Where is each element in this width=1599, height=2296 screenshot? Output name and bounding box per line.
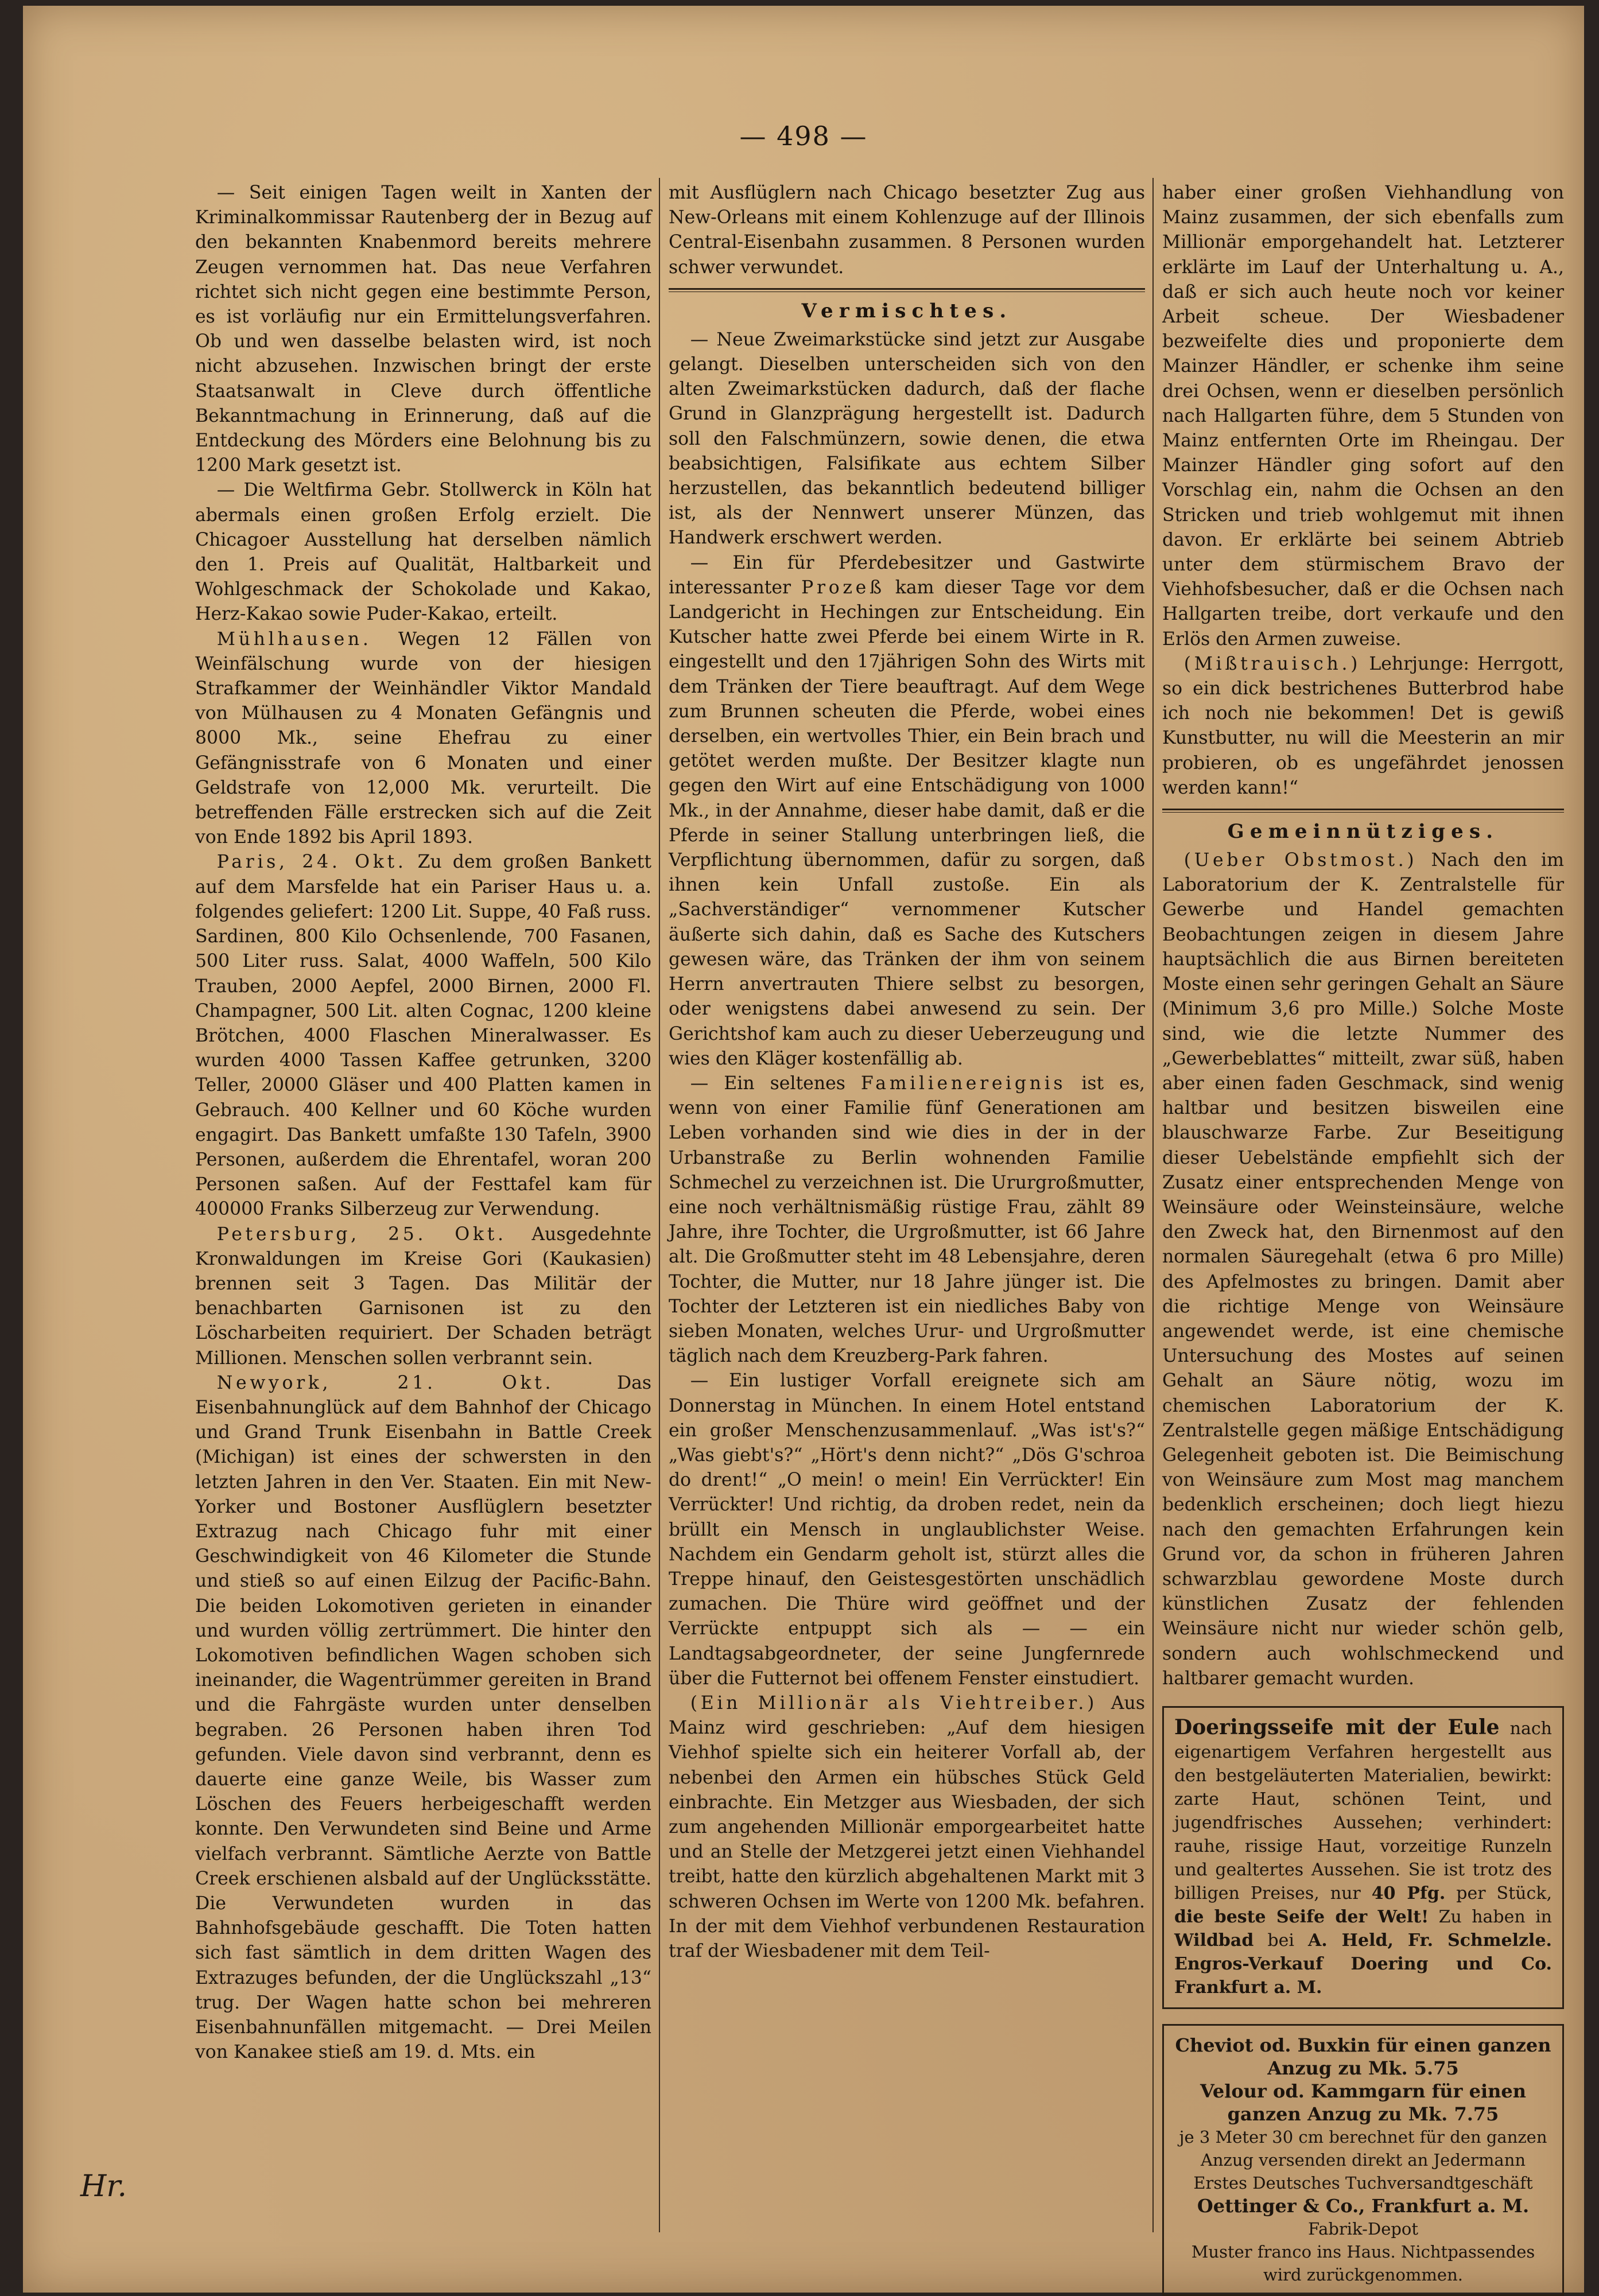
section-rule	[669, 288, 1145, 292]
newspaper-page	[23, 6, 1584, 2293]
advertisement-oettinger: Cheviot od. Buxkin für einen ganzen Anzug zu Mk. 5.75 Velour od. Kammgarn für einen ganzen Anzug zu Mk. 7.75 je 3 Meter 30 cm berechnet für den ganzen Anzug versenden direkt an Jedermann Erstes Deutsches Tuchversandtgeschäft Oettinger & Co., Frankfurt a. M. Fabrik-Depot Muster franco ins Haus. Nichtpassendes wird zurückgenommen.	[1162, 2024, 1564, 2296]
article-xanten: — Seit einigen Tagen weilt in Xanten der Kriminalkommissar Rautenberg der in Bezug auf den bekannten Knabenmord bereits mehrere Zeugen vernommen hat. Das neue Verfahren richtet sich nicht gegen eine bestimmte Person, es ist vorläufig nur ein Ermittelungsverfahren. Ob und wen dasselbe belasten wird, ist noch nicht abzusehen. Inzwischen bringt der erste Staatsanwalt in Cleve durch öffentliche Bekanntmachung in Erinnerung, daß auf die Entdeckung des Mörders eine Belohnung bis zu 1200 Mark gesetzt ist.	[195, 182, 651, 476]
advertisement-doeringsseife: Doeringsseife mit der Eule nach eigenartigem Verfahren hergestellt aus den bestgeläuterten Materialien, bewirkt: zarte Haut, schönen Teint, und jugendfrisches Aussehen; verhindert: rauhe, rissige Haut, vorzeitige Runzeln und gealtertes Aussehen. Sie ist trotz des billigen Preises, nur 40 Pfg. per Stück, die beste Seife der Welt! Zu haben in Wildbad bei A. Held, Fr. Schmelzle. Engros-Verkauf Doering und Co. Frankfurt a. M.	[1162, 1706, 1564, 2009]
article-text: Das Eisenbahnunglück auf dem Bahnhof der Chicago und Grand Trunk Eisenbahn in Battle Creek (Michigan) ist eines der schwersten in den letzten Jahren in den Ver. Staaten. Ein mit New-Yorker und Bostoner Ausflüglern besetzter Extrazug nach Chicago fuhr mit einer Geschwindigkeit von 46 Kilometer die Stunde und stieß so auf einen Eilzug der Pacific-Bahn. Die beiden Lokomotiven gerieten in einander und wurden völlig zertrümmert. Die hinter den Lokomotiven befindlichen Wagen schoben sich ineinander, die Wagentrümmer gereiten in Brand und die Fahrgäste wurden unter denselben begraben. 26 Personen haben ihren Tod gefunden. Viele davon sind verbrannt, denn es dauerte eine ganze Weile, bis Wasser zum Löschen des Feuers herbeigeschafft werden konnte. Den Verwundeten sind Beine und Arme vielfach verbrannt. Sämtliche Aerzte von Battle Creek erschienen alsbald auf der Unglücksstätte. Die Verwundeten wurden in das Bahnhofsgebäude geschafft. Die Toten hatten sich fast sämtlich in dem dritten Wagen des Extrazuges befunden, der die Unglückszahl „13“ trug. Der Wagen hatte schon bei mehreren Eisenbahnunfällen mitgemacht. — Drei Meilen von Kanakee stieß am 19. d. Mts. ein	[195, 1372, 652, 2063]
article-misstrauisch: (Mißtrauisch.) Lehrjunge: Herrgott, so ein dick bestrichenes Butterbrod habe ich noch nie bekommen! Det is gewiß Kunstbutter, nu will die Meesterin an mir probieren, ob es ungefährdet jenossen werden kann!“	[1162, 653, 1564, 798]
column-divider	[659, 178, 660, 2232]
dateline: Mühlhausen.	[216, 628, 372, 650]
page-number: — 498 —	[739, 121, 868, 151]
article-continued: haber einer großen Viehhandlung von Mainz zusammen, der sich ebenfalls zum Millionär emporgehandelt hat. Letzterer erklärte im Lauf der Unterhaltung u. A., daß er sich auch heute noch vor keiner Arbeit scheue. Der Wiesbadener bezweifelte dies und proponierte dem Mainzer Händler, er schenke ihm seine drei Ochsen, wenn er dieselben persönlich nach Hallgarten führe, dem 5 Stunden von Mainz entfernten Orte im Rheingau. Der Mainzer Händler ging sofort auf den Vorschlag ein, nahm die Ochsen an den Stricken und trieb wohlgemut mit ihnen davon. Er erklärte bei seinem Abtrieb unter dem stürmischem Bravo der Viehhofsbesucher, daß er die Ochsen nach Hallgarten treibe, dort verkaufe und den Erlös den Armen zuweise.	[1162, 182, 1564, 650]
article-text: Wegen 12 Fällen von Weinfälschung wurde von der hiesigen Strafkammer der Weinhändler Viktor Mandald von Mülhausen zu 4 Monaten Gefängnis und 8000 Mk., seine Ehefrau zu einer Gefängnisstrafe von 6 Monaten und einer Geldstrafe von 12,000 Mk. verurteilt. Die betreffenden Fälle erstrecken sich auf die Zeit von Ende 1892 bis April 1893.	[195, 628, 652, 848]
column-divider	[1152, 178, 1154, 2232]
dateline: Newyork, 21. Okt.	[216, 1372, 554, 1393]
section-heading-vermischtes: Vermischtes.	[801, 299, 1012, 323]
article-familienereignis: — Ein seltenes Familienereignis ist es, wenn von einer Familie fünf Generationen am Leben vorhanden sind wie dies in der in der Urbanstraße zu Berlin wohnenden Familie Schmechel zu verzeichnen ist. Die Ururgroßmutter, eine noch verhältnismäßig rüstige Frau, zählt 89 Jahre, ihre Tochter, die Urgroßmutter, ist 66 Jahre alt. Die Großmutter steht im 48 Lebensjahre, deren Tochter, die Mutter, nur 18 Jahre jünger ist. Die Tochter der Letzteren ist ein niedliches Baby von sieben Monaten, welches Urur- und Urgroßmutter täglich nach dem Kreuzberg-Park fahren.	[669, 1073, 1145, 1367]
article-obstmost: (Ueber Obstmost.) Nach den im Laboratorium der K. Zentralstelle für Gewerbe und Handel gemachten Beobachtungen zeigen in diesem Jahre hauptsächlich die aus Birnen bereiteten Moste einen sehr geringen Gehalt an Säure (Minimum 3,6 pro Mille.) Solche Moste sind, wie die letzte Nummer des „Gewerbeblattes“ mitteilt, zwar süß, haben aber einen faden Geschmack, sind wenig haltbar und besitzen bisweilen eine blauschwarze Farbe. Zur Beseitigung dieser Uebelstände empfiehlt sich der Zusatz einer entsprechenden Menge von Weinsäure oder Weinsteinsäure, welche den Zweck hat, den Birnenmost auf den normalen Säuregehalt (etwa 6 pro Mille) des Apfelmostes zu bringen. Damit aber die richtige Menge von Weinsäure angewendet werde, ist eine chemische Untersuchung des Mostes auf seinen Gehalt an Säure nötig, wozu im chemischen Laboratorium der K. Zentralstelle gegen mäßige Entschädigung Gelegenheit geboten ist. Die Beimischung von Weinsäure zum Most mag manchem bedenklich erscheinen; doch liegt hiezu nach den gemachten Erfahrungen kein Grund vor, da schon in früheren Jahren schwarzblau gewordene Moste durch künstlichen Zusatz der fehlenden Weinsäure nicht nur wieder schön gelb, sondern auch wohlschmeckend und haltbarer gemacht wurden.	[1162, 850, 1564, 1689]
ad-claim: die beste Seife der Welt!	[1174, 1906, 1429, 1927]
article-text: Zu dem großen Bankett auf dem Marsfelde hat ein Pariser Haus u. a. folgendes geliefert: 1200 Lit. Suppe, 40 Faß russ. Sardinen, 800 Kilo Ochsenlende, 700 Fasanen, 500 Liter russ. Salat, 4000 Waffeln, 500 Kilo Trauben, 2000 Aepfel, 2000 Birnen, 2000 Fl. Champagner, 500 Lit. alten Cognac, 1200 kleine Brötchen, 4000 Flaschen Mineralwasser. Es wurden 4000 Tassen Kaffee getrunken, 3200 Teller, 20000 Gläser und 400 Platten kamen in Gebrauch. 400 Kellner und 60 Köche wurden engagirt. Das Bankett umfaßte 130 Tafeln, 3900 Personen, außerdem die Ehrentafel, woran 200 Personen saßen. Auf der Festtafel kam für 400000 Franks Silberzeug zur Verwendung.	[195, 852, 652, 1220]
article-newyork	[195, 1371, 651, 2065]
article-stollwerck: — Die Weltfirma Gebr. Stollwerck in Köln hat abermals einen großen Erfolg erzielt. Die Chicagoer Ausstellung hat derselben nämlich den 1. Preis auf Qualität, Haltbarkeit und Wohlgeschmack der Schokolade und Kakao, Herz-Kakao sowie Puder-Kakao, erteilt.	[195, 480, 651, 625]
article-prozess: — Ein für Pferdebesitzer und Gastwirte interessanter Prozeß kam dieser Tage vor dem Landgericht in Hechingen zur Entscheidung. Ein Kutscher hatte zwei Pferde bei einem Wirte in R. eingestellt und den 17jährigen Sohn des Wirts mit dem Tränken der Tiere beauftragt. Auf dem Wege zum Brunnen scheuten die Pferde, wobei eines derselben, ein wertvolles Thier, ein Bein brach und getötet werden mußte. Der Besitzer klagte nun gegen den Wirt auf eine Entschädigung von 1000 Mk., in der Annahme, dieser habe damit, daß er die Pferde in seiner Stallung unterbringen ließ, die Verpflichtung übernommen, dafür zu sorgen, daß ihnen kein Unfall zustoße. Ein als „Sachverständiger“ vernommener Kutscher äußerte sich dahin, daß es Sache des Kutschers gewesen wäre, das Tränken der ihm von seinem Herrn anvertrauten Thiere selbst zu besorgen, oder wenigstens dabei anwesend zu sein. Der Gerichtshof kam auch zu dieser Ueberzeugung und wies den Kläger kostenfällig ab.	[669, 552, 1146, 1069]
column-2	[669, 181, 1145, 2224]
ad-price: 40 Pfg.	[1371, 1883, 1446, 1903]
ad-firm: Oettinger & Co., Frankfurt a. M.	[1197, 2194, 1530, 2217]
article-paris	[195, 850, 651, 1222]
column-3	[1162, 181, 1564, 2285]
article-lustiger-vorfall: — Ein lustiger Vorfall ereignete sich am Donnerstag in München. In einem Hotel entstand ein großer Menschenzusammenlauf. „Was ist's?“ „Was giebt's?“ „Hört's denn nicht?“ „Dös G'schroa do drent!“ „O mein! o mein! Ein Verrückter! Ein Verrückter! Und richtig, da droben redet, nein da brüllt ein Mensch in unglaublichster Weise. Nachdem ein Gendarm geholt ist, stürzt alles die Treppe hinauf, den Geistesgestörten unschädlich zumachen. Die Thüre wird geöffnet und der Verrückte entpuppt sich als — — ein Landtagsabgeordneter, der seine Jungfernrede über die Futternot bei offenem Fenster einstudiert.	[669, 1370, 1145, 1689]
handwritten-mark: Hr.	[80, 2169, 127, 2204]
article-millionaer: (Ein Millionär als Viehtreiber.) Aus Mainz wird geschrieben: „Auf dem hiesigen Viehhof spielte sich ein heiterer Vorfall ab, der nebenbei den Armen ein hübsches Stück Geld einbrachte. Ein Metzger aus Wiesbaden, der sich zum angehenden Millionär emporgearbeitet hatte und an Stelle der Metzgerei jetzt einen Viehhandel treibt, hatte den kürzlich abgehaltenen Markt mit 3 schweren Ochsen im Werte von 1200 Mk. befahren. In der mit dem Viehhof verbundenen Restauration traf der Wiesbadener mit dem Teil-	[669, 1692, 1145, 1962]
article-continued: mit Ausflüglern nach Chicago besetzter Zug aus New-Orleans mit einem Kohlenzuge auf der Illinois Central-Eisenbahn zusammen. 8 Personen wurden schwer verwundet.	[669, 182, 1145, 278]
dateline: Paris, 24. Okt.	[216, 852, 407, 873]
section-heading-gemeinnuetziges: Gemeinnütziges.	[1227, 820, 1499, 844]
ad-sellers: A. Held, Fr. Schmelzle. Engros-Verkauf Doering und Co. Frankfurt a. M.	[1174, 1930, 1552, 1998]
article-text: Ausgedehnte Kronwaldungen im Kreise Gori (Kaukasien) brennen seit 3 Tagen. Das Militär der benachbarten Garnisonen ist zu den Löscharbeiten requiriert. Der Schaden beträgt Millionen. Menschen sollen verbrannt sein.	[195, 1223, 651, 1369]
column-1	[195, 181, 651, 2224]
ad-headline: Doeringsseife mit der Eule	[1174, 1715, 1500, 1739]
article-zweimarkstuecke: — Neue Zweimarkstücke sind jetzt zur Ausgabe gelangt. Dieselben unterscheiden sich von den alten Zweimarkstücken dadurch, daß der flache Grund in Glanzprägung hergestellt ist. Dadurch soll den Falschmünzern, sowie denen, die etwa beabsichtigen, Falsifikate aus echtem Silber herzustellen, das bekanntlich bedeutend billiger ist, als der Nennwert unserer Münzen, das Handwerk erschwert werden.	[669, 329, 1145, 549]
article-petersburg	[195, 1222, 651, 1371]
dateline: Petersburg, 25. Okt.	[216, 1223, 507, 1245]
article-muehlhausen	[195, 627, 651, 850]
section-rule	[1162, 809, 1564, 813]
